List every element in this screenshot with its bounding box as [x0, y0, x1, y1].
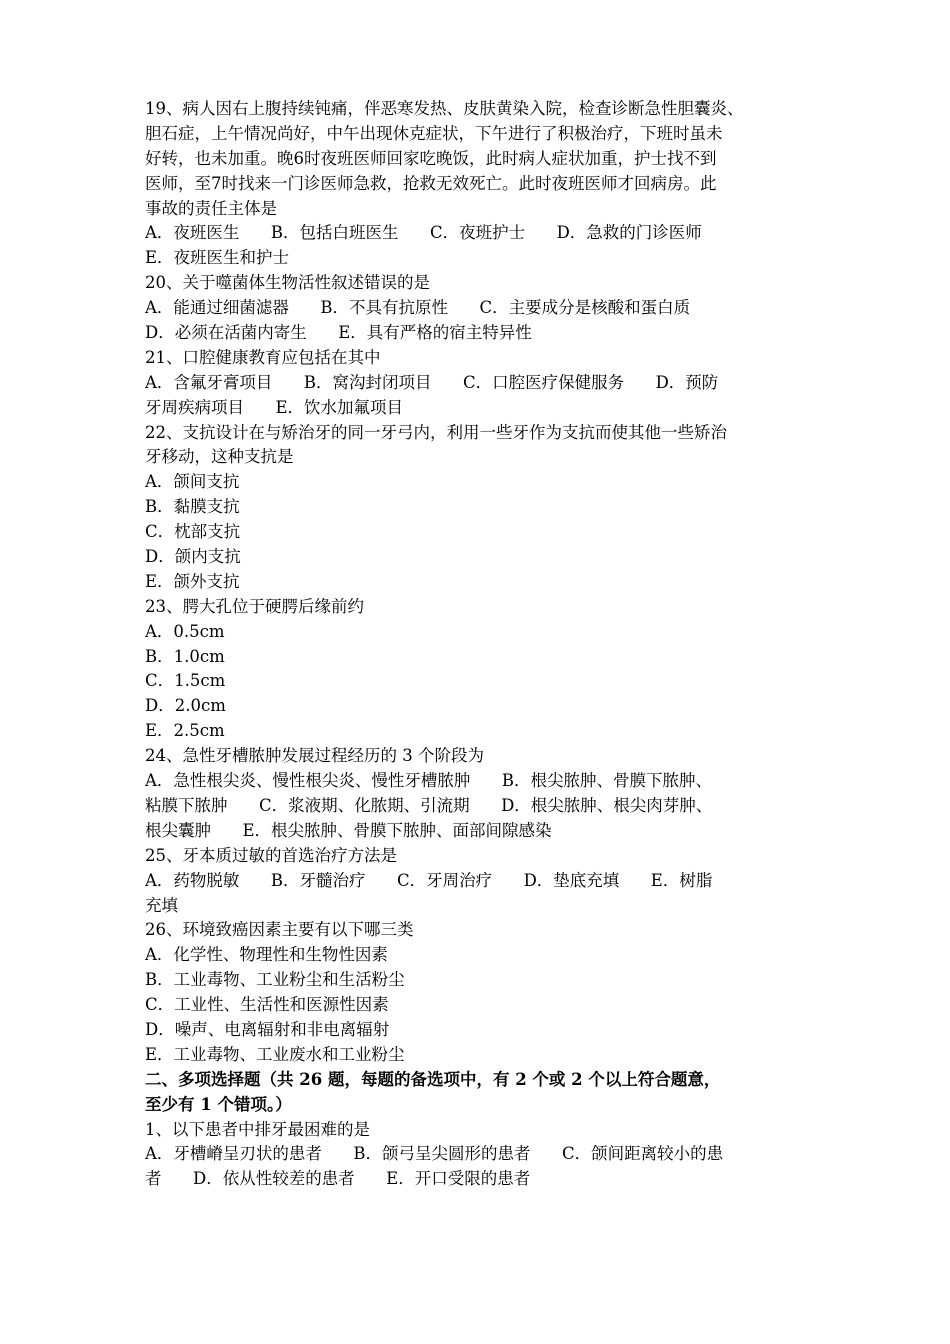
answer-option-line: A．急性根尖炎、慢性根尖炎、慢性牙槽脓肿 B．根尖脓肿、骨膜下脓肿、 — [145, 771, 713, 791]
question-text-line: 牙移动，这种支抗是 — [145, 447, 294, 467]
answer-option-line: D．颌内支抗 — [145, 547, 241, 567]
answer-option-line: D．噪声、电离辐射和非电离辐射 — [145, 1019, 390, 1039]
answer-option-line: A．含氟牙膏项目 B．窝沟封闭项目 C．口腔医疗保健服务 D．预防 — [145, 372, 719, 392]
answer-option-line: A．化学性、物理性和生物性因素 — [145, 945, 388, 965]
section-heading-line: 至少有 1 个错项。） — [145, 1094, 292, 1114]
answer-option-line: E．颌外支抗 — [145, 571, 240, 591]
answer-option-line: E．2.5cm — [145, 721, 225, 741]
answer-option-line: D．必须在活菌内寄生 E．具有严格的宿主特异性 — [145, 323, 532, 343]
answer-option-line: E．夜班医生和护士 — [145, 248, 290, 268]
answer-option-line: C．1.5cm — [145, 671, 226, 691]
answer-option-line: 充填 — [145, 895, 178, 915]
answer-option-line: A．药物脱敏 B．牙髓治疗 C．牙周治疗 D．垫底充填 E．树脂 — [145, 870, 713, 890]
answer-option-line: B．1.0cm — [145, 646, 225, 666]
question-text-line: 事故的责任主体是 — [145, 198, 277, 218]
question-text-line: 24、急性牙槽脓肿发展过程经历的 3 个阶段为 — [145, 746, 484, 766]
answer-option-line: B．黏膜支抗 — [145, 497, 240, 517]
answer-option-line: 根尖囊肿 E．根尖脓肿、骨膜下脓肿、面部间隙感染 — [145, 820, 552, 840]
section-heading-line: 二、多项选择题（共 26 题，每题的备选项中，有 2 个或 2 个以上符合题意， — [145, 1069, 721, 1089]
answer-option-line: A．0.5cm — [145, 621, 225, 641]
question-text-line: 26、环境致癌因素主要有以下哪三类 — [145, 920, 414, 940]
question-text-line: 20、关于噬菌体生物活性叙述错误的是 — [145, 273, 430, 293]
question-text-line: 19、病人因右上腹持续钝痛，伴恶寒发热、皮肤黄染入院，检查诊断急性胆囊炎、 — [145, 99, 744, 118]
question-text-line: 22、支抗设计在与矫治牙的同一牙弓内，利用一些牙作为支抗而使其他一些矫治 — [145, 422, 727, 442]
question-text-line: 1、以下患者中排牙最困难的是 — [145, 1119, 370, 1139]
question-text-line: 胆石症，上午情况尚好，中午出现休克症状，下午进行了积极治疗，下班时虽未 — [145, 123, 723, 143]
document-page — [145, 97, 817, 1192]
answer-option-line: B．工业毒物、工业粉尘和生活粉尘 — [145, 970, 405, 990]
answer-option-line: A．能通过细菌滤器 B．不具有抗原性 C．主要成分是核酸和蛋白质 — [145, 298, 691, 318]
question-text-line: 23、腭大孔位于硬腭后缘前约 — [145, 596, 364, 616]
answer-option-line: D．2.0cm — [145, 696, 226, 716]
question-text-line: 21、口腔健康教育应包括在其中 — [145, 347, 381, 367]
answer-option-line: A．颌间支抗 — [145, 472, 240, 492]
answer-option-line: C．枕部支抗 — [145, 522, 241, 542]
question-text-line: 好转，也未加重。晚6时夜班医师回家吃晚饭，此时病人症状加重，护士找不到 — [145, 148, 717, 168]
answer-option-line: 者 D．依从性较差的患者 E．开口受限的患者 — [145, 1169, 531, 1189]
question-text-line: 25、牙本质过敏的首选治疗方法是 — [145, 845, 397, 865]
answer-option-line: 牙周疾病项目 E．饮水加氟项目 — [145, 397, 404, 417]
answer-option-line: 粘膜下脓肿 C．浆液期、化脓期、引流期 D．根尖脓肿、根尖肉芽肿、 — [145, 795, 713, 815]
answer-option-line: A．牙槽嵴呈刃状的患者 B．颌弓呈尖圆形的患者 C．颌间距离较小的患 — [145, 1144, 724, 1164]
answer-option-line: E．工业毒物、工业废水和工业粉尘 — [145, 1044, 405, 1064]
answer-option-line: C．工业性、生活性和医源性因素 — [145, 995, 389, 1015]
answer-option-line: A．夜班医生 B．包括白班医生 C．夜班护士 D．急救的门诊医师 — [145, 223, 702, 243]
question-text-line: 医师，至7时找来一门诊医师急救，抢救无效死亡。此时夜班医师才回病房。此 — [145, 173, 717, 193]
